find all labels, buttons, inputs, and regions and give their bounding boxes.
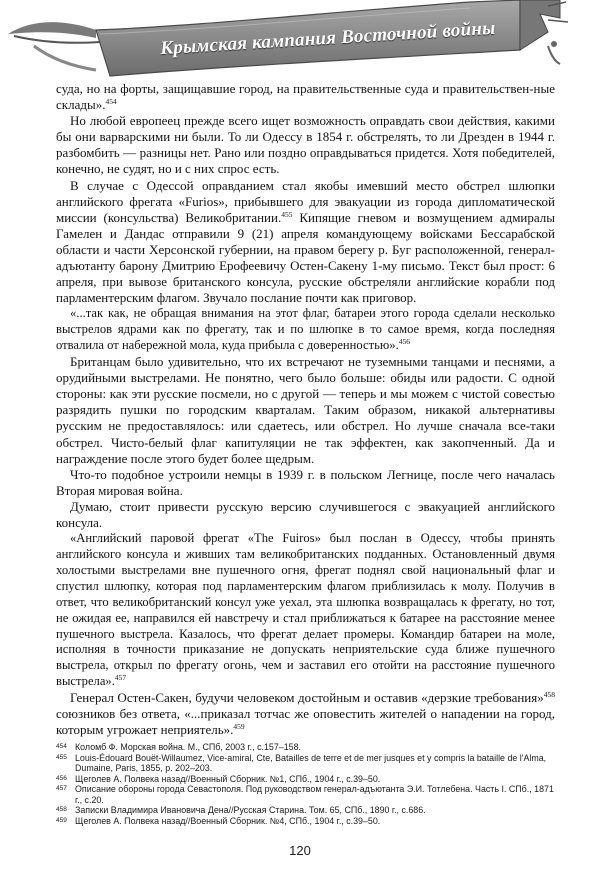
footnote-ref[interactable]: 454: [105, 97, 117, 107]
footnote-item: [56, 742, 555, 753]
quote-paragraph: [56, 531, 555, 690]
footnote-item: [56, 784, 555, 805]
footnote-text: Коломб Ф. Морская война. М., СПб, 2003 г., с.157–158.: [75, 742, 301, 752]
paragraph: [56, 178, 555, 307]
text-run: «...так как, не обращая внимания на этот флаг, батареи этого города сделали несколько выстрелов ядрами как по фрегату, так и по шлюпке в то самое время, когда последняя отвалила от набережной мола, куда прибыла с доверенностью».: [56, 306, 555, 353]
footnote-ref[interactable]: 456: [398, 337, 410, 347]
text-run: Британцам было удивительно, что их встречают не туземными танцами и песнями, а орудийными выстрелами. Не понятно, чего было больше: обиды или радости. С одной стороны: как эти русские посмели, но с другой — теперь и мы можем с чистой совестью разрядить пушки по городским кварталам. Таким образом, никакой альтернативы русским не предоставлялось: или сдаетесь, или обстрел. Но лучше сначала все-таки обстрел. Чисто-белый флаг капитуляции не так эффектен, как закопченный. Да и награждение после этого будет более щедрым.: [56, 354, 555, 466]
footnote-text: Описание обороны города Севастополя. Под руководством генерал-адъютанта Э.И. Тотлебена. Часть I. СПб., 1871 г., с.20.: [75, 784, 554, 805]
text-run: В случае с Одессой оправданием стал якобы имевший место обстрел шлюпки английского фрегата «Furios», прибывшего для эвакуации из города дипломатической миссии (консульства) Великобритании.: [56, 177, 555, 225]
footnote-text: Записки Владимира Ивановича Дена//Русская Старина. Том. 65, СПб., 1890 г., с.686.: [75, 805, 426, 815]
footnote-text: Щеголев А. Полвека назад//Военный Сборник. №4, СПб., 1904 г., с.39–50.: [75, 815, 381, 826]
paragraph: [56, 467, 555, 499]
footnote-item: [56, 816, 555, 827]
text-run: союзников без ответа, «...приказал тотчас же оповестить жителей о нападении на город, которым угрожает неприятель».: [56, 706, 555, 738]
text-run: Но любой европеец прежде всего ищет возможность оправдать свои действия, какими бы они варварскими ни были. То ли Одессу в 1854 г. обстрелять, то ли Дрезден в 1944 г. разбомбить — разницы нет. Рано или поздно оправдываться придется. Хотя победителей, конечно, не судят, но и с них спрос есть.: [56, 113, 555, 177]
footnote-number: 459: [56, 816, 67, 824]
footnote-number: 456: [56, 774, 67, 782]
text-run: Генерал Остен-Сакен, будучи человеком достойным и оставив «дерзкие требования»: [70, 690, 544, 706]
paragraph: [56, 690, 555, 738]
paragraph: [56, 113, 555, 177]
paragraph: [56, 81, 555, 113]
paragraph: [56, 499, 555, 531]
footnote-ref[interactable]: 457: [114, 673, 127, 683]
text-run: суда, но на форты, защищавшие город, на правительственные суда и правительствен-ные склады».: [56, 81, 555, 113]
text-run: Кипящие гневом и возмущением адмиралы Гамелен и Дандас отправили 9 (21) апреля командующему войсками Бессарабской области и части Херсонской губернии, на правом берегу р. Буг расположенной, генерал-адъютанту барону Дмитрию Ерофеевичу Остен-Сакену 1-му письмо. Текст был прост: 6 апреля, при вывозе британского консула, русские обстреляли английские корабли под парламентерским флагом. Звучало послание почти как приговор.: [56, 209, 555, 306]
text-run: «Английский паровой фрегат «The Fuiros» был послан в Одессу, чтобы принять английского консула и живших там великобританских подданных. Остановленный двумя холостыми выстрелами вне пушечного огня, фрегат поднял свой национальный флаг и спустил шлюпку, которая под парламентерским флагом приблизилась к молу. Получив в ответ, что великобританский консул уже уехал, эта шлюпка возвращалась к фрегату, но тот, не ожидая ее, направился ей навстречу и стал приближаться к батарее на расстояние менее пушечного выстрела. Казалось, что фрегат делает промеры. Командир батареи на моле, исполняя в точности приказание не допускать неприятельские суда ближе пушечного выстрела, открыл по фрегату огонь, чем и заставил его отойти на расстояние пушечного выстрела».: [56, 531, 555, 689]
page-number: 120: [289, 843, 311, 858]
footnote-text: Щеголев А. Полвека назад//Военный Сборник. №1, СПб., 1904 г., с.39–50.: [75, 773, 381, 784]
quote-paragraph: [56, 306, 555, 354]
footnote-number: 457: [56, 785, 67, 792]
paragraph: [56, 354, 555, 467]
footnote-number: 455: [56, 753, 67, 761]
footnote-number: 454: [56, 743, 67, 750]
chapter-header-banner: [0, 0, 600, 80]
footnote-item: [56, 805, 555, 816]
footnote-item: [56, 753, 555, 774]
footnote-ref[interactable]: 458: [543, 690, 555, 700]
article-body: [56, 81, 555, 738]
chapter-title: Крымская кампания Восточной войны: [159, 17, 496, 60]
text-run: Думаю, стоит привести русскую версию случившегося с эвакуацией английского консула.: [56, 498, 555, 530]
footnotes: [56, 742, 555, 826]
footnote-text: Louis-Édouard Bouët-Willaumez, Vice-amiral, Cte, Batailles de terre et de mer jusques et y compris la bataille de l'Alma, Dumaine, Paris, 1855, p. 202–203.: [75, 752, 547, 773]
text-run: Что-то подобное устроили немцы в 1939 г. в польском Легнице, после чего началась Вторая мировая война.: [56, 466, 555, 498]
footnote-ref[interactable]: 459: [233, 722, 245, 732]
footnote-number: 458: [56, 806, 67, 813]
footnote-item: [56, 774, 555, 785]
footnote-ref[interactable]: 455: [281, 209, 293, 219]
